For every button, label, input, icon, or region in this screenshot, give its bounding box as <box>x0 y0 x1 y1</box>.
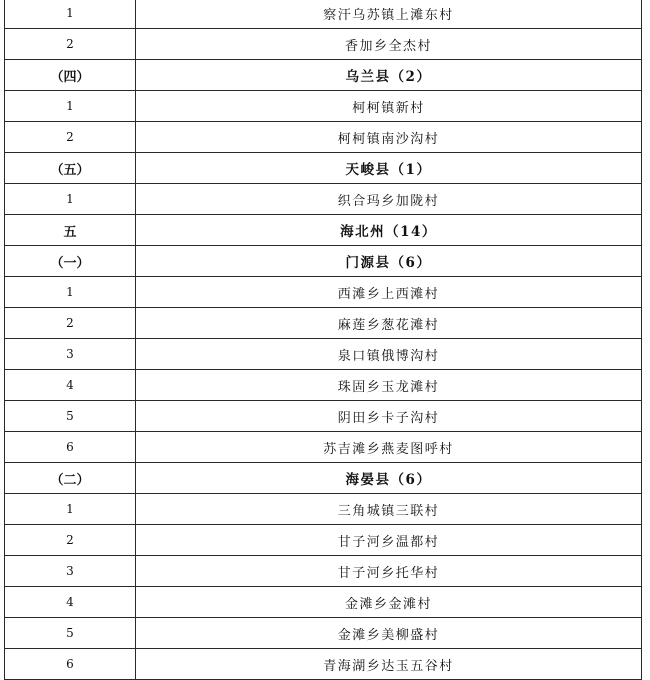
village-name-cell: 柯柯镇南沙沟村 <box>136 122 642 153</box>
table-row <box>5 525 642 556</box>
section-heading-row <box>5 215 642 246</box>
row-number-cell: 5 <box>5 618 136 649</box>
table-row <box>5 370 642 401</box>
village-name-cell: 金滩乡美柳盛村 <box>136 618 642 649</box>
row-number-cell: 3 <box>5 339 136 370</box>
table-row <box>5 308 642 339</box>
village-name-cell: 甘子河乡温都村 <box>136 525 642 556</box>
section-number-cell: （一） <box>5 246 136 277</box>
table-row <box>5 339 642 370</box>
row-number-cell: 2 <box>5 525 136 556</box>
village-name-cell: 西滩乡上西滩村 <box>136 277 642 308</box>
village-name-cell: 察汗乌苏镇上滩东村 <box>136 0 642 29</box>
table-row <box>5 0 642 29</box>
village-name-cell: 青海湖乡达玉五谷村 <box>136 649 642 680</box>
table-row <box>5 556 642 587</box>
village-list-body <box>5 0 642 680</box>
table-row <box>5 277 642 308</box>
section-heading-row <box>5 153 642 184</box>
section-heading-row <box>5 463 642 494</box>
row-number-cell: 1 <box>5 184 136 215</box>
section-number-cell: （四） <box>5 60 136 91</box>
table-row <box>5 91 642 122</box>
table-row <box>5 494 642 525</box>
section-heading-row <box>5 246 642 277</box>
table-row <box>5 618 642 649</box>
section-number-cell: （二） <box>5 463 136 494</box>
county-name-cell: 海晏县（6） <box>136 463 642 494</box>
row-number-cell: 6 <box>5 649 136 680</box>
village-name-cell: 苏吉滩乡燕麦图呼村 <box>136 432 642 463</box>
row-number-cell: 5 <box>5 401 136 432</box>
table-row <box>5 401 642 432</box>
county-name-cell: 门源县（6） <box>136 246 642 277</box>
row-number-cell: 1 <box>5 0 136 29</box>
row-number-cell: 6 <box>5 432 136 463</box>
village-name-cell: 珠固乡玉龙滩村 <box>136 370 642 401</box>
row-number-cell: 3 <box>5 556 136 587</box>
table-row <box>5 29 642 60</box>
village-name-cell: 香加乡全杰村 <box>136 29 642 60</box>
row-number-cell: 2 <box>5 122 136 153</box>
row-number-cell: 1 <box>5 494 136 525</box>
village-name-cell: 泉口镇俄博沟村 <box>136 339 642 370</box>
village-name-cell: 阴田乡卡子沟村 <box>136 401 642 432</box>
county-name-cell: 乌兰县（2） <box>136 60 642 91</box>
row-number-cell: 4 <box>5 587 136 618</box>
section-number-cell: 五 <box>5 215 136 246</box>
row-number-cell: 1 <box>5 277 136 308</box>
table-row <box>5 122 642 153</box>
table-row <box>5 587 642 618</box>
county-name-cell: 天峻县（1） <box>136 153 642 184</box>
village-name-cell: 甘子河乡托华村 <box>136 556 642 587</box>
table-row <box>5 184 642 215</box>
table-row <box>5 649 642 680</box>
village-name-cell: 织合玛乡加陇村 <box>136 184 642 215</box>
village-name-cell: 金滩乡金滩村 <box>136 587 642 618</box>
table-row <box>5 432 642 463</box>
section-heading-row <box>5 60 642 91</box>
village-list-table <box>4 0 642 680</box>
village-name-cell: 柯柯镇新村 <box>136 91 642 122</box>
row-number-cell: 4 <box>5 370 136 401</box>
village-name-cell: 三角城镇三联村 <box>136 494 642 525</box>
section-number-cell: （五） <box>5 153 136 184</box>
village-name-cell: 麻莲乡葱花滩村 <box>136 308 642 339</box>
row-number-cell: 2 <box>5 29 136 60</box>
row-number-cell: 1 <box>5 91 136 122</box>
row-number-cell: 2 <box>5 308 136 339</box>
county-name-cell: 海北州（14） <box>136 215 642 246</box>
